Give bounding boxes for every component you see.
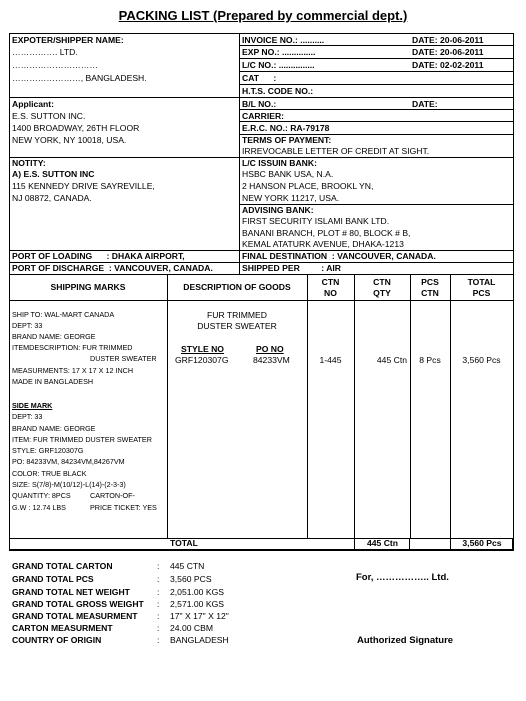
summary-colon: :	[157, 635, 160, 645]
summary-colon: :	[157, 587, 160, 597]
issuing-bank-line-3: NEW YORK 11217, USA.	[242, 193, 340, 203]
summary-value-gross-weight: 2,571.00 KGS	[170, 599, 224, 609]
mark-item-1: ITEMDESCRIPTION: FUR TRIMMED	[12, 343, 133, 352]
document-title: PACKING LIST (Prepared by commercial dept.)	[118, 8, 408, 23]
payment-label: TERMS OF PAYMENT:	[242, 135, 332, 145]
issuing-bank-label: L/C ISSUIN BANK:	[242, 158, 317, 168]
summary-label-net-weight: GRAND TOTAL NET WEIGHT	[12, 587, 130, 597]
bl-no: B/L NO.:	[242, 99, 277, 109]
summary-colon: :	[157, 623, 160, 633]
summary-value-origin: BANGLADESH	[170, 635, 229, 645]
pcs-ctn-value: 8 Pcs	[419, 355, 441, 365]
col-ctn-qty-1: CTN	[373, 277, 391, 287]
total-ctn-qty: 445 Ctn	[366, 538, 399, 548]
final-destination: FINAL DESTINATION : VANCOUVER, CANADA.	[242, 251, 436, 261]
summary-colon: :	[157, 561, 160, 571]
side-mark-brand: BRAND NAME: GEORGE	[12, 424, 96, 433]
mark-made-in: MADE IN BANGLADESH	[12, 377, 94, 386]
lc-date: DATE: 02-02-2011	[412, 60, 484, 70]
col-ctn-no-1: CTN	[321, 277, 340, 287]
style-no-label: STYLE NO	[181, 344, 224, 354]
applicant-label: Applicant:	[12, 99, 55, 109]
side-mark-color: COLOR: TRUE BLACK	[12, 469, 87, 478]
notify-line-2: 115 KENNEDY DRIVE SAYREVILLE,	[12, 181, 155, 191]
ctn-no-value: 1-445	[319, 355, 342, 365]
lc-no: L/C NO.: ...............	[242, 60, 315, 70]
side-mark-style: STYLE: GRF120307G	[12, 446, 84, 455]
summary-label-carton: GRAND TOTAL CARTON	[12, 561, 113, 571]
ctn-qty-value: 445 Ctn	[376, 355, 407, 365]
advising-bank-label: ADVISING BANK:	[242, 205, 314, 215]
port-of-loading: PORT OF LOADING : DHAKA AIRPORT,	[12, 251, 185, 261]
side-mark-po: PO: 84233VM, 84234VM,84267VM	[12, 457, 125, 466]
notify-label: NOTITY:	[12, 158, 46, 168]
issuing-bank-line-1: HSBC BANK USA, N.A.	[242, 169, 334, 179]
exporter-line-3: ……………………, BANGLADESH.	[12, 73, 147, 83]
goods-line-1: FUR TRIMMED	[207, 310, 267, 320]
exporter-line-2: …………………………	[12, 60, 98, 70]
side-mark-item: ITEM: FUR TRIMMED DUSTER SWEATER	[12, 435, 152, 444]
goods-line-2: DUSTER SWEATER	[197, 321, 277, 331]
summary-label-origin: COUNTRY OF ORIGIN	[12, 635, 102, 645]
payment-value: IRREVOCABLE LETTER OF CREDIT AT SIGHT.	[242, 146, 430, 156]
col-total-pcs-1: TOTAL	[467, 277, 496, 287]
col-description: DESCRIPTION OF GOODS	[183, 282, 291, 292]
exp-date: DATE: 20-06-2011	[412, 47, 484, 57]
bl-date: DATE:	[412, 99, 438, 109]
summary-colon: :	[157, 574, 160, 584]
mark-item-2: DUSTER SWEATER	[90, 354, 157, 363]
summary-value-measurement: 17" X 17" X 12"	[170, 611, 229, 621]
exporter-line-1: ……………. LTD.	[12, 47, 78, 57]
notify-line-3: NJ 08872, CANADA.	[12, 193, 92, 203]
summary-label-carton-measurement: CARTON MEASURMENT	[12, 623, 113, 633]
col-shipping-marks: SHIPPING MARKS	[50, 282, 126, 292]
notify-line-1: A) E.S. SUTTON INC	[12, 169, 95, 179]
side-mark-quantity: QUANTITY: 8PCS	[12, 491, 71, 500]
total-pcs-value: 3,560 Pcs	[462, 355, 501, 365]
exp-no: EXP NO.: ..............	[242, 47, 316, 57]
applicant-line-1: E.S. SUTTON INC.	[12, 111, 86, 121]
col-total-pcs-2: PCS	[472, 288, 491, 298]
summary-colon: :	[157, 611, 160, 621]
total-pcs: 3,560 Pcs	[462, 538, 502, 548]
exporter-label: EXPOTER/SHIPPER NAME:	[12, 35, 124, 45]
mark-measurement: MEASURMENTS: 17 X 17 X 12 INCH	[12, 366, 134, 375]
invoice-date: DATE: 20-06-2011	[412, 35, 484, 45]
po-no-label: PO NO	[256, 344, 284, 354]
summary-value-carton-measurement: 24.00 CBM	[170, 623, 213, 633]
advising-bank-line-3: KEMAL ATATURK AVENUE, DHAKA-1213	[242, 239, 404, 249]
mark-brand: BRAND NAME: GEORGE	[12, 332, 96, 341]
col-ctn-no-2: NO	[324, 288, 337, 298]
col-ctn-qty-2: QTY	[373, 288, 391, 298]
advising-bank-line-2: BANANI BRANCH, PLOT # 80, BLOCK # B,	[242, 228, 411, 238]
total-label: TOTAL	[170, 538, 198, 548]
issuing-bank-line-2: 2 HANSON PLACE, BROOKL YN,	[242, 181, 374, 191]
summary-label-pcs: GRAND TOTAL PCS	[12, 574, 94, 584]
summary-colon: :	[157, 599, 160, 609]
invoice-no: INVOICE NO.: ..........	[242, 35, 325, 45]
summary-value-net-weight: 2,051.00 KGS	[170, 587, 224, 597]
applicant-line-2: 1400 BROADWAY, 26TH FLOOR	[12, 123, 140, 133]
summary-value-pcs: 3,560 PCS	[170, 574, 212, 584]
summary-label-gross-weight: GRAND TOTAL GROSS WEIGHT	[12, 599, 144, 609]
authorized-signature: Authorized Signature	[357, 635, 454, 646]
mark-dept: DEPT: 33	[12, 321, 43, 330]
side-mark-carton: CARTON-OF-	[90, 491, 135, 500]
po-no-value: 84233VM	[253, 355, 290, 365]
erc-no: E.R.C. NO.: RA-79178	[242, 123, 330, 133]
advising-bank-line-1: FIRST SECURITY ISLAMI BANK LTD.	[242, 216, 390, 226]
summary-value-carton: 445 CTN	[170, 561, 205, 571]
hts-code: H.T.S. CODE NO.:	[242, 86, 314, 96]
port-of-discharge: PORT OF DISCHARGE : VANCOUVER, CANADA.	[12, 263, 213, 273]
side-mark-label: SIDE MARK	[12, 401, 53, 410]
col-pcs-ctn-2: CTN	[421, 288, 439, 298]
carrier: CARRIER:	[242, 111, 285, 121]
applicant-line-3: NEW YORK, NY 10018, USA.	[12, 135, 127, 145]
side-mark-dept: DEPT: 33	[12, 412, 43, 421]
cat: CAT :	[242, 73, 277, 83]
side-mark-size: SIZE: S(7/8)-M(10/12)-L(14)-(2-3-3)	[12, 480, 126, 489]
style-no-value: GRF120307G	[175, 355, 229, 365]
side-mark-gross-weight: G.W : 12.74 LBS	[12, 503, 66, 512]
shipped-per: SHIPPED PER : AIR	[242, 263, 342, 273]
mark-ship-to: SHIP TO: WAL-MART CANADA	[12, 310, 115, 319]
summary-label-measurement: GRAND TOTAL MEASURMENT	[12, 611, 138, 621]
side-mark-price-ticket: PRICE TICKET: YES	[90, 503, 157, 512]
col-pcs-ctn-1: PCS	[421, 277, 439, 287]
for-company: For, …………….. Ltd.	[356, 572, 449, 583]
